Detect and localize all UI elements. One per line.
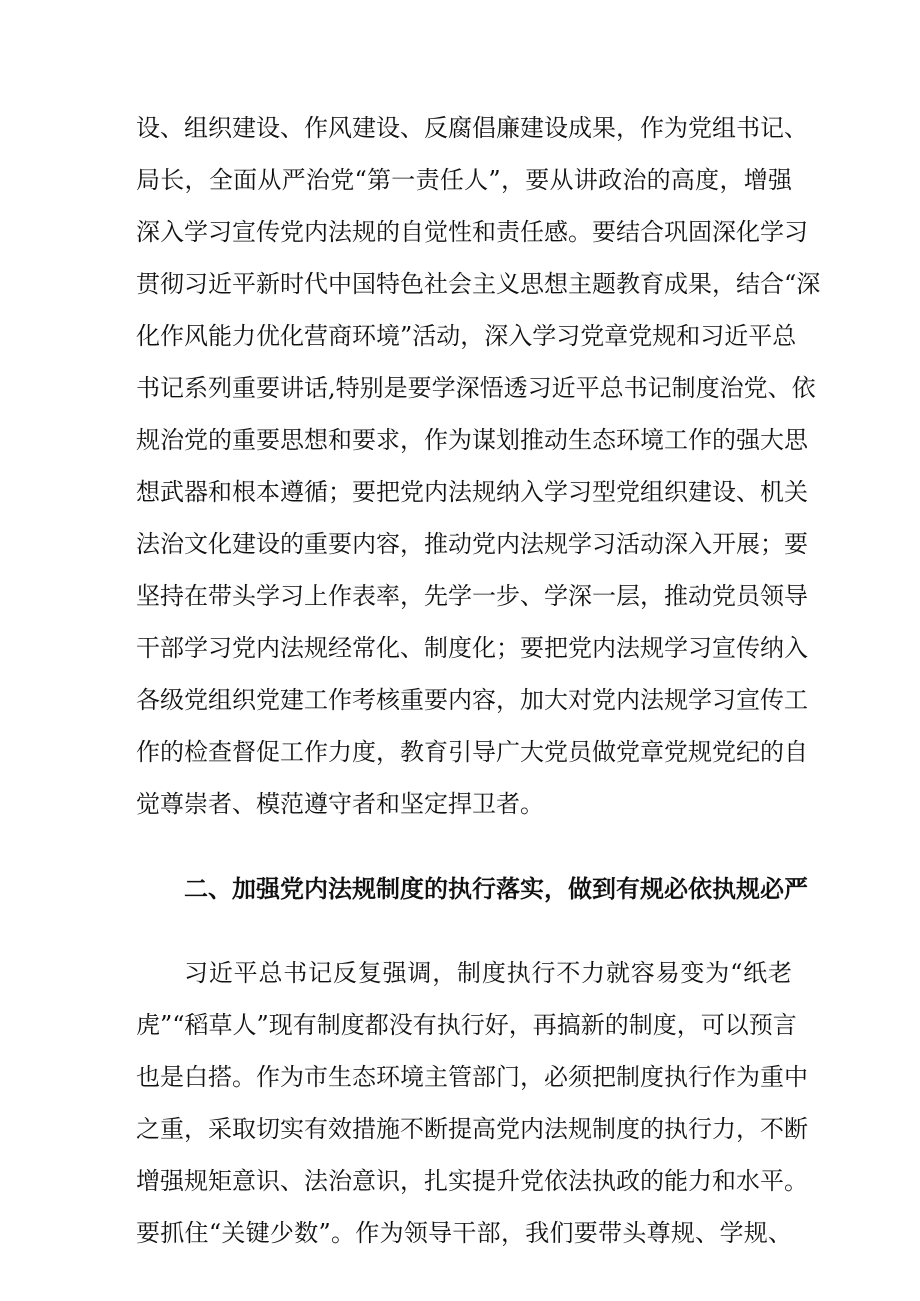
paragraph-line: 书记系列重要讲话,特别是要学深悟透习近平总书记制度治党、依 — [136, 374, 816, 402]
paragraph-line: 之重，采取切实有效措施不断提高党内法规制度的执行力，不断 — [136, 1115, 808, 1143]
paragraph-line: 干部学习党内法规经常化、制度化；要把党内法规学习宣传纳入 — [136, 634, 808, 662]
paragraph-line: 作的检查督促工作力度，教育引导广大党员做党章党规党纪的自 — [136, 738, 808, 766]
paragraph-line: 化作风能力优化营商环境”活动，深入学习党章党规和习近平总 — [136, 322, 797, 350]
paragraph-line: 局长，全面从严治党“第一责任人”，要从讲政治的高度，增强 — [136, 166, 792, 194]
paragraph-line: 法治文化建设的重要内容，推动党内法规学习活动深入开展；要 — [136, 530, 808, 558]
paragraph-line: 觉尊崇者、模范遵守者和坚定捍卫者。 — [136, 790, 544, 818]
paragraph-line: 也是白搭。作为市生态环境主管部门，必须把制度执行作为重中 — [136, 1063, 808, 1091]
paragraph-line: 规治党的重要思想和要求，作为谋划推动生态环境工作的强大思 — [136, 426, 808, 454]
paragraph-line: 想武器和根本遵循；要把党内法规纳入学习型党组织建设、机关 — [136, 478, 808, 506]
paragraph-line: 要抓住“关键少数”。作为领导干部，我们要带头尊规、学规、 — [136, 1219, 792, 1247]
paragraph-line: 深入学习宣传党内法规的自觉性和责任感。要结合巩固深化学习 — [136, 218, 808, 246]
section-heading: 二、加强党内法规制度的执行落实，做到有规必依执规必严 — [184, 874, 808, 903]
paragraph-line: 习近平总书记反复强调，制度执行不力就容易变为“纸老 — [184, 959, 792, 987]
paragraph-line: 虎”“稻草人”现有制度都没有执行好，再搞新的制度，可以预言 — [136, 1011, 797, 1039]
paragraph-line: 坚持在带头学习上作表率，先学一步、学深一层，推动党员领导 — [136, 582, 808, 610]
paragraph-line: 各级党组织党建工作考核重要内容，加大对党内法规学习宣传工 — [136, 686, 808, 714]
paragraph-line: 增强规矩意识、法治意识，扎实提升党依法执政的能力和水平。 — [136, 1167, 808, 1195]
paragraph-line: 设、组织建设、作风建设、反腐倡廉建设成果，作为党组书记、 — [136, 114, 808, 142]
paragraph-line: 贯彻习近平新时代中国特色社会主义思想主题教育成果，结合“深 — [136, 270, 821, 298]
